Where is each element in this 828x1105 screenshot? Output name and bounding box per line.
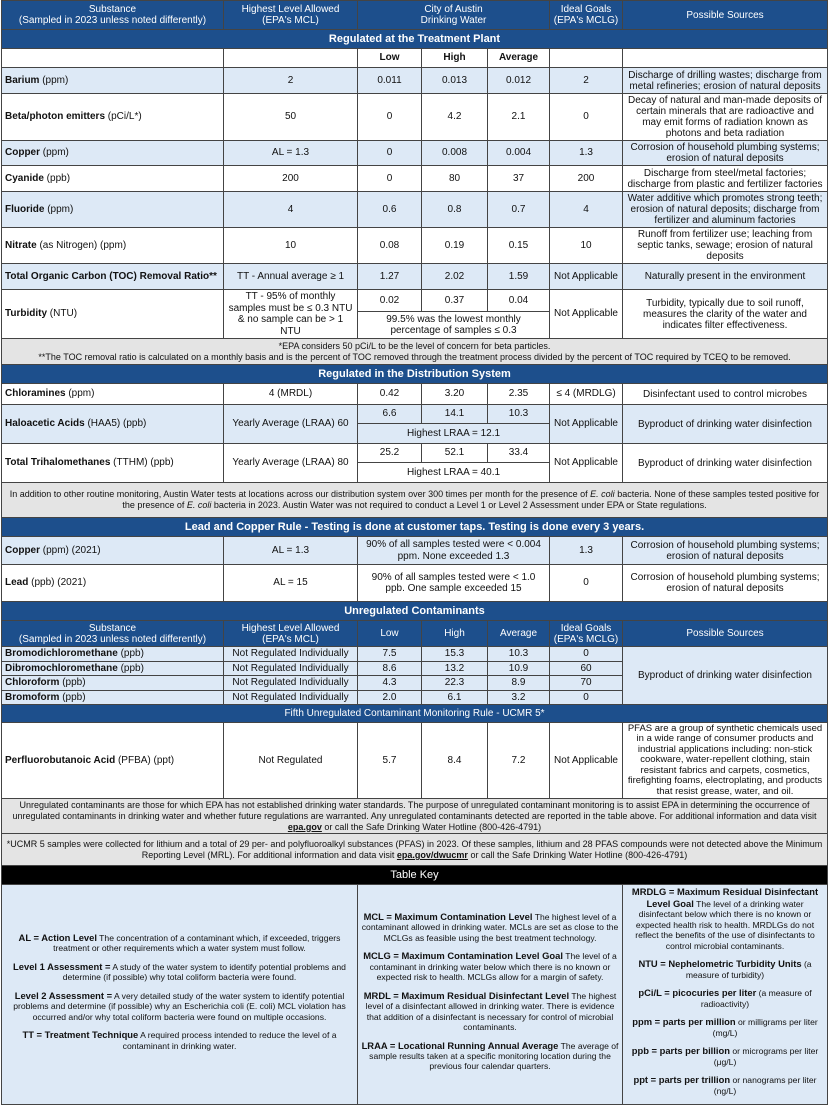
header-city: City of Austin Drinking Water <box>358 1 550 30</box>
table-row: Dibromochloromethane (ppb) Not Regulated Individually 8.6 13.2 10.9 60 <box>2 661 828 676</box>
section-header-treatment: Regulated at the Treatment Plant <box>2 30 828 49</box>
table-row: Fluoride (ppm) 4 0.6 0.8 0.7 4 Water additive which promotes strong teeth; erosion of natural deposits; discharge from fertilizer and aluminum factories <box>2 192 828 228</box>
ucmr5-note: *UCMR 5 samples were collected for lithium and a total of 29 per- and polyfluoroalkyl substances (PFAS) in 2023. Of these samples, lithium and 28 PFAS compounds were not detected above the Minimum Reporting Level (MRL). For additional information and data visit epa.gov/dwucmr or call the Safe Drinking Water Hotline (800-426-4791) <box>2 834 828 866</box>
key-entry: AL = Action Level The concentration of a contaminant which, if exceeded, triggers treatment or other requirements which a water system must follow. <box>18 931 341 954</box>
section-header-ucmr5: Fifth Unregulated Contaminant Monitoring Rule - UCMR 5* <box>2 705 828 723</box>
table-row: Barium (ppm) 2 0.011 0.013 0.012 2 Discharge of drilling wastes; discharge from metal refineries; erosion of natural deposits <box>2 68 828 94</box>
key-entry: pCi/L = picocuries per liter (a measure of radioactivity) <box>638 987 812 1009</box>
key-entry: ppt = parts per trillion or nanograms per liter (ng/L) <box>633 1074 817 1096</box>
header-mcl: Highest Level Allowed (EPA's MCL) <box>224 1 358 30</box>
table-row: Chloroform (ppb) Not Regulated Individually 4.3 22.3 8.9 70 <box>2 676 828 691</box>
section-header-distribution: Regulated in the Distribution System <box>2 365 828 384</box>
key-entry: NTU = Nephelometric Turbidity Units (a measure of turbidity) <box>638 958 812 980</box>
table-row: Nitrate (as Nitrogen) (ppm) 10 0.08 0.19 0.15 10 Runoff from fertilizer use; leaching from septic tanks, sewage; erosion of natural deposits <box>2 228 828 264</box>
table-row: Copper (ppm) AL = 1.3 0 0.008 0.004 1.3 Corrosion of household plumbing systems; erosion of natural deposits <box>2 141 828 166</box>
key-entry: MRDLG = Maximum Residual Disinfectant Level Goal The level of a drinking water disinfectant below which there is no known or expected health risk to health. MRDLGs do not reflect the benefits of the use of disinfectants to control microbial contaminants. <box>631 886 819 951</box>
header-substance: Substance (Sampled in 2023 unless noted differently) <box>2 1 224 30</box>
key-column-3 <box>623 885 828 1105</box>
table-row: Chloramines (ppm) 4 (MRDL) 0.42 3.20 2.35 ≤ 4 (MRDLG) Disinfectant used to control microbes <box>2 384 828 405</box>
table-row: Copper (ppm) (2021) AL = 1.3 90% of all samples tested were < 0.004 ppm. None exceeded 1.3 1.3 Corrosion of household plumbing systems; erosion of natural deposits <box>2 537 828 565</box>
key-entry: ppb = parts per billion or micrograms per liter (μg/L) <box>631 1045 819 1067</box>
section-header-unregulated: Unregulated Contaminants <box>2 602 828 621</box>
header-mclg: Ideal Goals (EPA's MCLG) <box>550 1 623 30</box>
key-column-2 <box>358 885 623 1105</box>
key-entry: MCL = Maximum Contamination Level The highest level of a contaminant allowed in drinking water. MCLs are set as close to the MCLGs as feasible using the best treatment technology. <box>361 910 619 943</box>
table-row: Beta/photon emitters (pCi/L*) 50 0 4.2 2.1 0 Decay of natural and man-made deposits of certain minerals that are radioactive and may emit forms of radiation known as photons and beta radiation <box>2 94 828 141</box>
table-row: Bromoform (ppb) Not Regulated Individually 2.0 6.1 3.2 0 <box>2 690 828 705</box>
unregulated-note: Unregulated contaminants are those for which EPA has not established drinking water standards. The purpose of unregulated contaminant monitoring is to assist EPA in determining the occurrence of unregulated contaminants in drinking water and whether future regulations are warranted. Any unregulated contaminants detected are reported in the table above. For additional information and data visit epa.gov or call the Safe Drinking Water Hotline (800-426-4791) <box>2 799 828 834</box>
table-row: Lead (ppb) (2021) AL = 15 90% of all samples tested were < 1.0 ppb. One sample exceeded 15 0 Corrosion of household plumbing systems; erosion of natural deposits <box>2 565 828 602</box>
key-entry: MCLG = Maximum Contamination Level Goal The level of a contaminant in drinking water below which there is no known or expected risk to health. MCLGs allow for a margin of safety. <box>363 950 617 983</box>
key-entry: LRAA = Locational Running Annual Average The average of sample results taken at a specific monitoring location during the previous four calendar quarters. <box>361 1039 619 1072</box>
table-row: Highest LRAA = 12.1 <box>2 424 828 444</box>
header-sources: Possible Sources <box>623 1 828 30</box>
column-header-row <box>2 1 828 30</box>
table-key <box>2 885 828 1105</box>
table-row: Total Organic Carbon (TOC) Removal Ratio** TT - Annual average ≥ 1 1.27 2.02 1.59 Not Applicable Naturally present in the environment <box>2 264 828 290</box>
table-row: 99.5% was the lowest monthly percentage of samples ≤ 0.3 <box>2 312 828 339</box>
section-header-lead-copper: Lead and Copper Rule - Testing is done at customer taps. Testing is done every 3 years. <box>2 518 828 537</box>
table-row: Turbidity (NTU) TT - 95% of monthly samples must be ≤ 0.3 NTU & no sample can be > 1 NTU 0.02 0.37 0.04 Not Applicable Turbidity, typically due to soil runoff, measures the clarity of the water and indicates filter effectiveness. <box>2 290 828 312</box>
unregulated-column-header: Substance (Sampled in 2023 unless noted differently) Highest Level Allowed (EPA's MCL) Low High Average Ideal Goals (EPA's MCLG) Possible Sources <box>2 621 828 647</box>
table-row: Bromodichloromethane (ppb) Not Regulated Individually 7.5 15.3 10.3 0 Byproduct of drinking water disinfection <box>2 647 828 662</box>
key-entry: Level 1 Assessment = A study of the water system to identify potential problems and determine (if possible) why total coliform bacteria were found. <box>13 960 346 983</box>
water-quality-table <box>1 0 828 1105</box>
key-column-1 <box>2 885 358 1105</box>
treatment-footnotes: *EPA considers 50 pCi/L to be the level of concern for beta particles. **The TOC removal ratio is calculated on a monthly basis and is the percent of TOC removed through the treatment process divided by the percent of TOC required by TCEQ to be removed. <box>2 339 828 365</box>
epa-dwucmr-link[interactable]: epa.gov/dwucmr <box>396 849 468 860</box>
low-high-average-header: Low High Average <box>2 49 828 68</box>
key-entry: ppm = parts per million or milligrams per liter (mg/L) <box>632 1016 818 1038</box>
table-row: Highest LRAA = 40.1 <box>2 463 828 483</box>
table-row: Haloacetic Acids (HAA5) (ppb) Yearly Average (LRAA) 60 6.6 14.1 10.3 Not Applicable Byproduct of drinking water disinfection <box>2 405 828 424</box>
key-entry: MRDL = Maximum Residual Disinfectant Level The highest level of a disinfectant allowed in drinking water. There is evidence that addition of a disinfectant is necessary for control of microbial contaminants. <box>363 989 617 1033</box>
table-row: Cyanide (ppb) 200 0 80 37 200 Discharge from steel/metal factories; discharge from plastic and fertilizer factories <box>2 166 828 192</box>
key-entry: TT = Treatment Technique A required process intended to reduce the level of a contaminant in drinking water. <box>22 1029 337 1051</box>
distribution-note: In addition to other routine monitoring, Austin Water tests at locations across our distribution system over 300 times per month for the presence of E. coli bacteria. None of these samples tested positive for the presence of E. coli bacteria in 2023. Austin Water was not required to conduct a Level 1 or Level 2 Assessment under EPA or State regulations. <box>2 483 828 518</box>
epa-link[interactable]: epa.gov <box>287 821 322 832</box>
table-row: Total Trihalomethanes (TTHM) (ppb) Yearly Average (LRAA) 80 25.2 52.1 33.4 Not Applicable Byproduct of drinking water disinfection <box>2 444 828 463</box>
table-row: Perfluorobutanoic Acid (PFBA) (ppt) Not Regulated 5.7 8.4 7.2 Not Applicable PFAS are a group of synthetic chemicals used in a wide range of consumer products and industrial applications including: non-stick cookware, water-repellent clothing, stain resistant fabrics and carpets, cosmetics, firefighting foams, electroplating, and products that resist grease, water, and oil. <box>2 723 828 799</box>
key-entry: Level 2 Assessment = A very detailed study of the water system to identify potential problems and determine (if possible) why an Escherichia coli (E. coli) MCL violation has occurred and/or why total coliform bacteria were found on multiple occasions. <box>13 989 346 1022</box>
table-key-header: Table Key <box>2 866 828 885</box>
